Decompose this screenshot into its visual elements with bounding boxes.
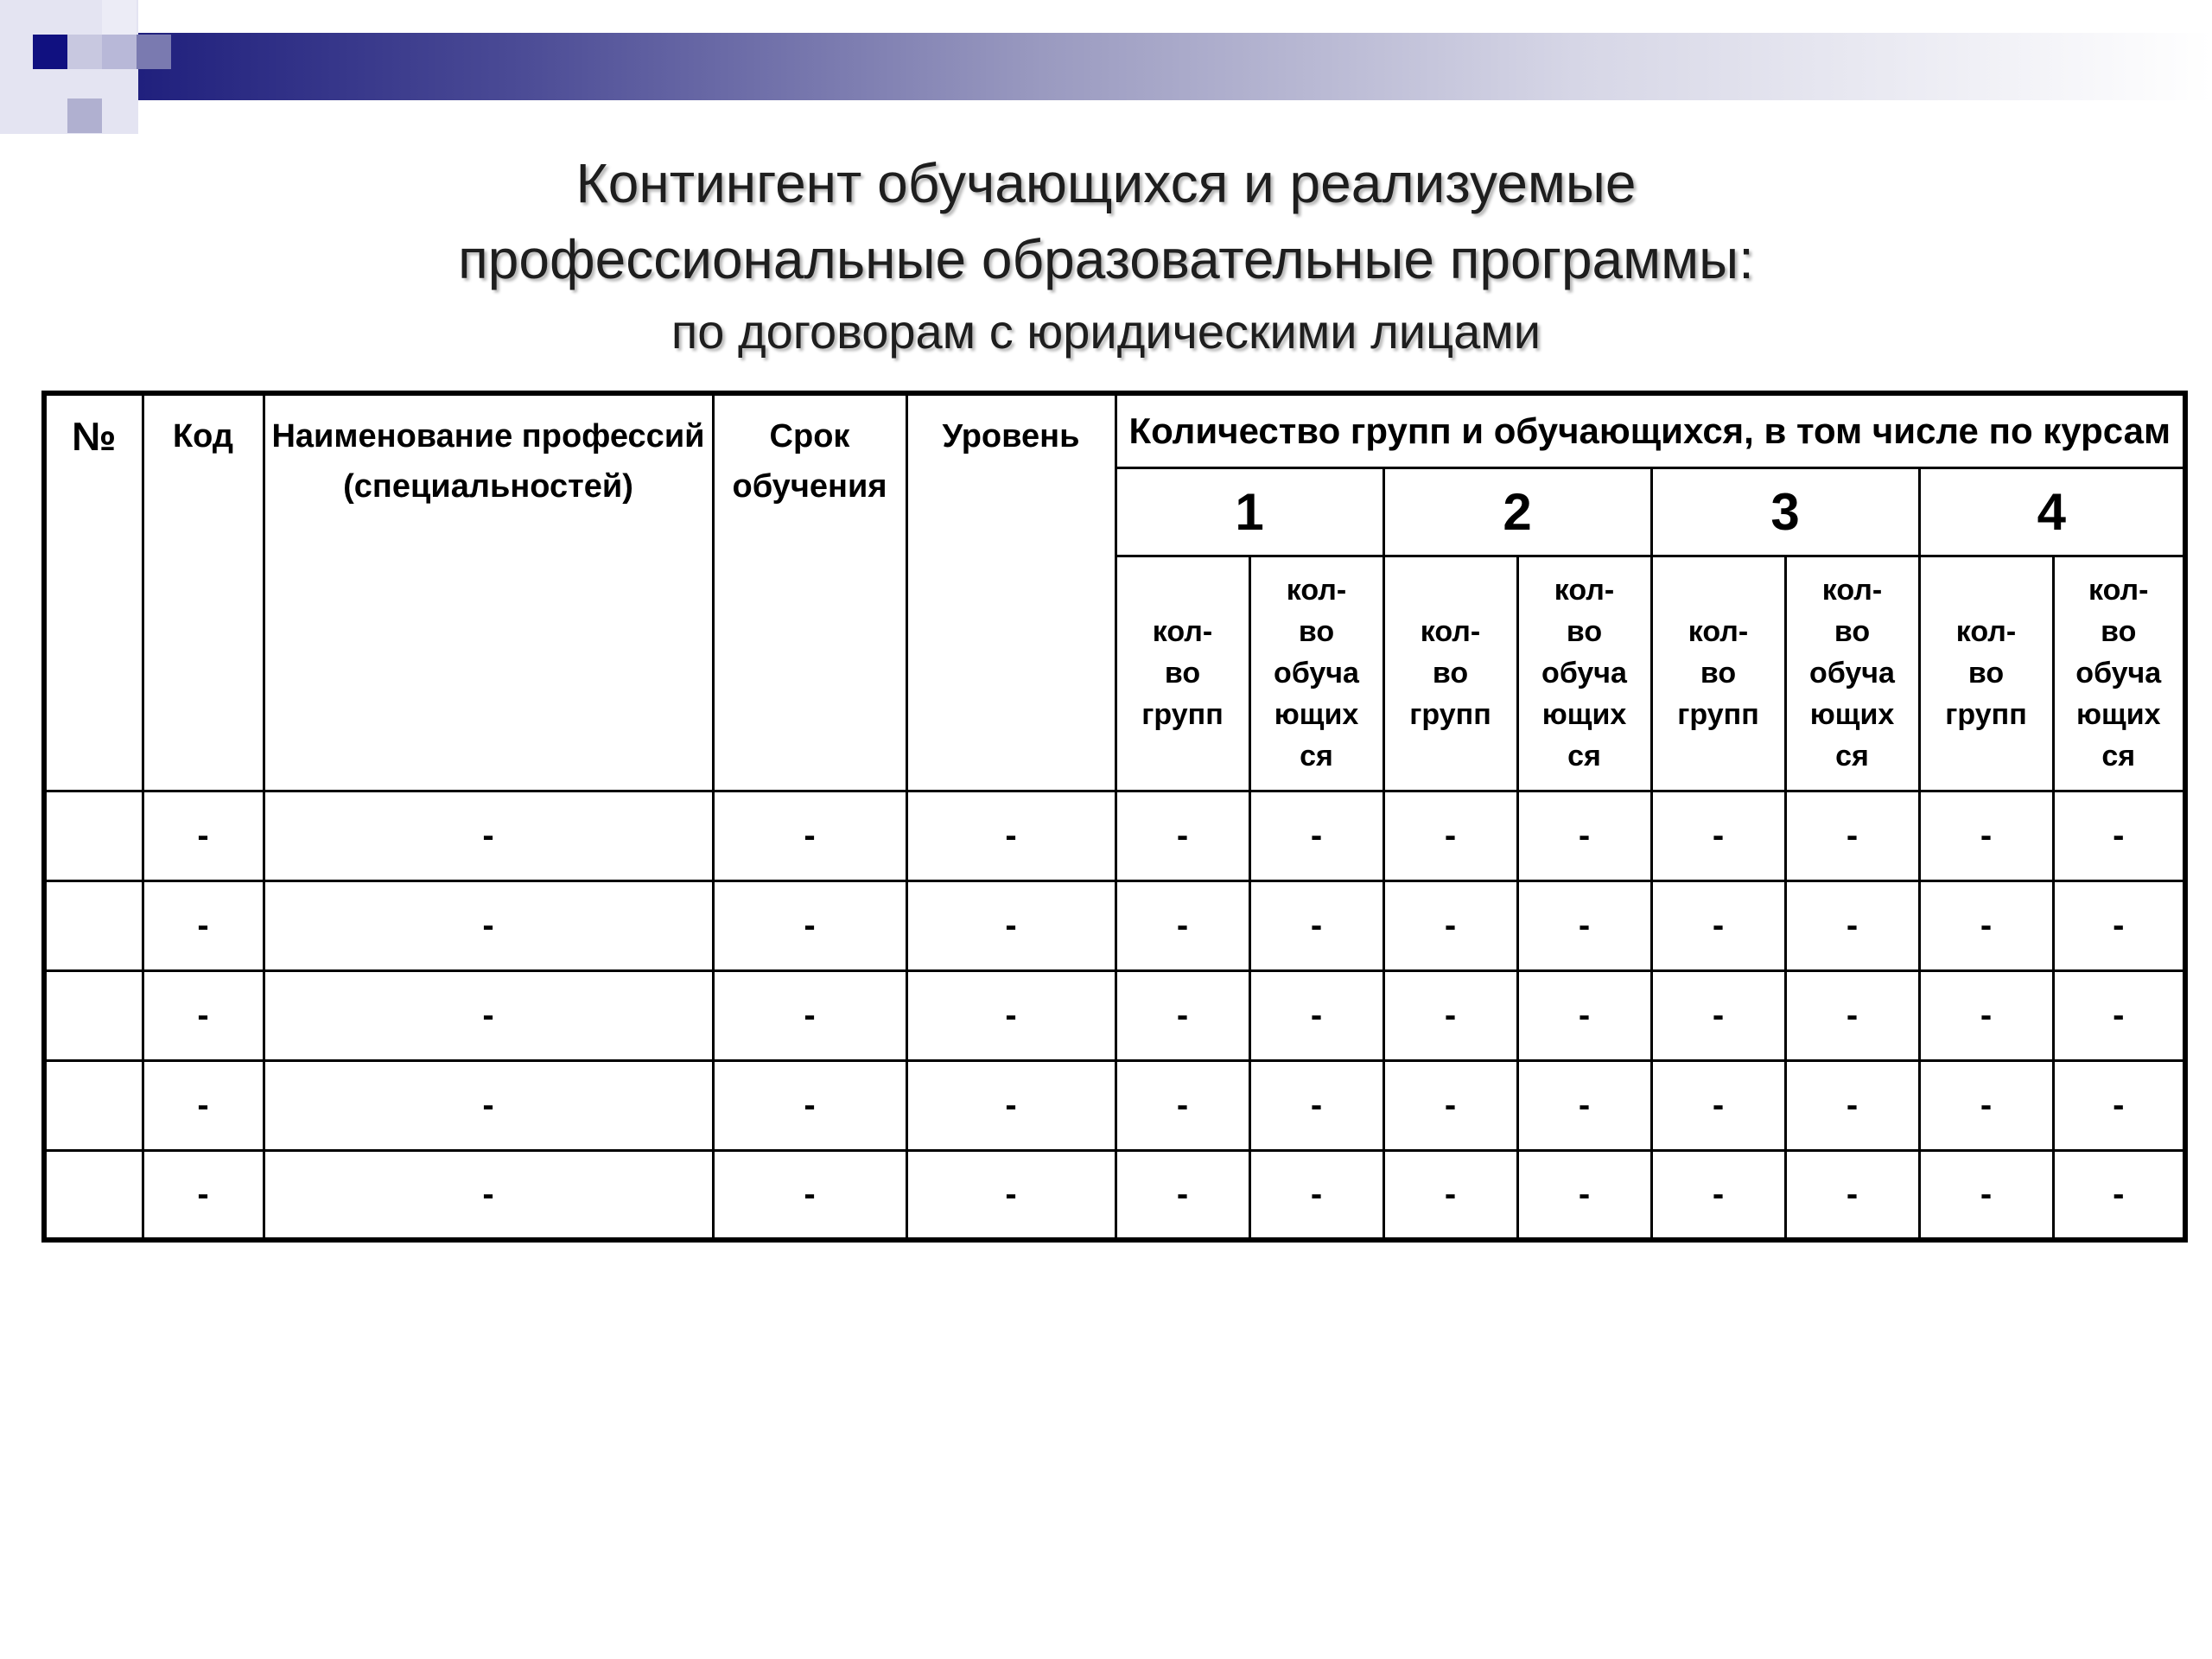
table-cell: - — [1517, 880, 1651, 970]
table-cell: - — [713, 970, 906, 1060]
course-4-students-header: кол- во обуча ющих ся — [2053, 556, 2185, 791]
table-cell: - — [1249, 880, 1383, 970]
table-cell: - — [264, 1060, 713, 1150]
table-cell: - — [143, 880, 264, 970]
header-count: Количество групп и обучающихся, в том числе по курсам — [1116, 393, 2185, 467]
table-cell: - — [2053, 1150, 2185, 1240]
table-cell: - — [2053, 970, 2185, 1060]
table-cell: - — [1249, 1150, 1383, 1240]
table-cell: - — [1517, 1150, 1651, 1240]
title-line-2: профессиональные образовательные программы: — [458, 228, 1754, 290]
table-cell: - — [713, 1150, 906, 1240]
table-row — [44, 1060, 2185, 1150]
table-cell: - — [264, 1150, 713, 1240]
table-cell: - — [906, 970, 1116, 1060]
table-cell: - — [906, 791, 1116, 880]
header-code: Код — [143, 393, 264, 791]
table-body — [44, 791, 2185, 1240]
table-cell: - — [1383, 970, 1517, 1060]
table-cell: - — [264, 791, 713, 880]
course-1-groups-header: кол- во групп — [1116, 556, 1249, 791]
table-cell: - — [143, 1150, 264, 1240]
table-row — [44, 970, 2185, 1060]
contingent-table — [41, 391, 2188, 1243]
table-cell — [44, 1060, 143, 1150]
course-1-students-header: кол- во обуча ющих ся — [1249, 556, 1383, 791]
page-title — [0, 145, 2212, 366]
title-line-3: по договорам с юридическими лицами — [671, 304, 1541, 359]
table-cell: - — [1383, 880, 1517, 970]
table-cell: - — [1116, 791, 1249, 880]
table-cell: - — [1651, 970, 1785, 1060]
course-2-students-header: кол- во обуча ющих ся — [1517, 556, 1651, 791]
table-cell: - — [713, 880, 906, 970]
table-cell: - — [1249, 970, 1383, 1060]
table-cell: - — [2053, 880, 2185, 970]
table-cell: - — [1517, 1060, 1651, 1150]
table-cell: - — [713, 791, 906, 880]
table-cell: - — [1919, 1150, 2053, 1240]
table-cell: - — [1249, 791, 1383, 880]
table-cell: - — [143, 970, 264, 1060]
table-cell: - — [1651, 1060, 1785, 1150]
table-cell: - — [1383, 791, 1517, 880]
course-4-header: 4 — [1919, 467, 2185, 556]
table-cell — [44, 970, 143, 1060]
table-cell: - — [264, 880, 713, 970]
course-4-groups-header: кол- во групп — [1919, 556, 2053, 791]
table-cell: - — [1785, 1150, 1919, 1240]
table-cell: - — [1785, 791, 1919, 880]
title-line-1: Контингент обучающихся и реализуемые — [575, 152, 1637, 214]
course-2-groups-header: кол- во групп — [1383, 556, 1517, 791]
table-cell: - — [1383, 1150, 1517, 1240]
course-3-groups-header: кол- во групп — [1651, 556, 1785, 791]
table-cell: - — [1919, 1060, 2053, 1150]
course-3-header: 3 — [1651, 467, 1919, 556]
table-cell — [44, 791, 143, 880]
table-cell: - — [143, 1060, 264, 1150]
header-name: Наименование профессий (специальностей) — [264, 393, 713, 791]
header-term: Срок обучения — [713, 393, 906, 791]
table-cell: - — [1785, 1060, 1919, 1150]
table-cell: - — [1116, 1060, 1249, 1150]
table-cell: - — [1517, 791, 1651, 880]
course-1-header: 1 — [1116, 467, 1383, 556]
table-cell: - — [1517, 970, 1651, 1060]
table-cell: - — [2053, 791, 2185, 880]
table-cell: - — [1116, 1150, 1249, 1240]
table-cell: - — [1651, 1150, 1785, 1240]
table-cell: - — [1919, 970, 2053, 1060]
table-cell — [44, 1150, 143, 1240]
header-level: Уровень — [906, 393, 1116, 791]
table-cell: - — [906, 1060, 1116, 1150]
table-cell: - — [1651, 880, 1785, 970]
course-3-students-header: кол- во обуча ющих ся — [1785, 556, 1919, 791]
table-cell: - — [1785, 880, 1919, 970]
header-band — [86, 33, 2212, 100]
table-cell: - — [143, 791, 264, 880]
table-cell: - — [1785, 970, 1919, 1060]
table-cell: - — [1651, 791, 1785, 880]
table-cell: - — [713, 1060, 906, 1150]
table-row — [44, 880, 2185, 970]
header-num: № — [44, 393, 143, 791]
table-cell: - — [264, 970, 713, 1060]
table-row — [44, 791, 2185, 880]
table-cell: - — [906, 1150, 1116, 1240]
table-cell: - — [1383, 1060, 1517, 1150]
table-cell: - — [1116, 970, 1249, 1060]
table-cell: - — [1116, 880, 1249, 970]
table-cell: - — [906, 880, 1116, 970]
course-2-header: 2 — [1383, 467, 1651, 556]
table-cell: - — [1919, 791, 2053, 880]
table-cell: - — [1249, 1060, 1383, 1150]
table-cell — [44, 880, 143, 970]
table-cell: - — [1919, 880, 2053, 970]
table-cell: - — [2053, 1060, 2185, 1150]
table-row — [44, 1150, 2185, 1240]
